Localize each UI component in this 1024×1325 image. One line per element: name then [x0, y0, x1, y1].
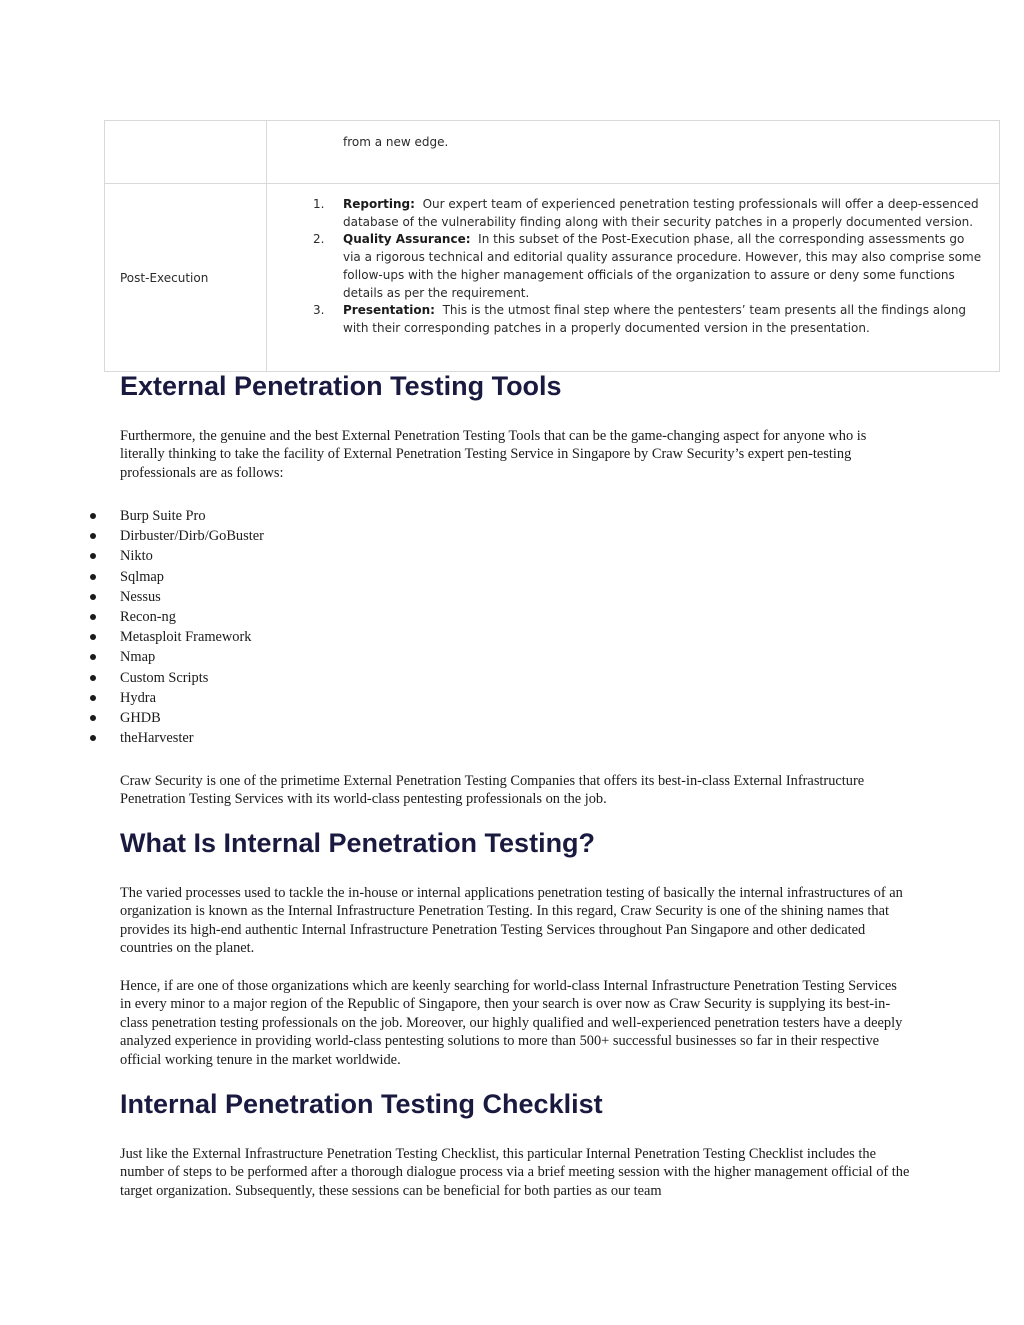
step-number: 3. [313, 303, 325, 318]
bullet-icon [90, 594, 96, 600]
step-text: In this subset of the Post-Execution phase, all the corresponding assessments go via a rigorous technical and editorial quality assurance procedure. However, this may also comprise some follow-ups with the higher management officials of the organization to assure or deny some functions details as per the requirement. [343, 232, 982, 300]
list-item [313, 231, 985, 302]
tool-name: Custom Scripts [120, 669, 209, 686]
bullet-icon [90, 533, 96, 539]
tool-name: Nmap [120, 649, 156, 666]
bullet-icon [90, 574, 96, 580]
list-item [0, 627, 264, 647]
step-text: Our expert team of experienced penetration testing professionals will offer a deep-essenced database of the vulnerability finding along with their security patches in a properly documented version. [343, 197, 979, 229]
step-number: 2. [313, 232, 325, 247]
description-cell [267, 184, 999, 371]
bullet-icon [90, 675, 96, 681]
post-execution-steps [313, 196, 985, 338]
phase-cell [105, 121, 267, 183]
bullet-icon [90, 513, 96, 519]
list-item [0, 728, 264, 748]
tool-name: Sqlmap [120, 568, 164, 585]
tool-name: Recon-ng [120, 609, 176, 626]
phase-table [104, 120, 1000, 372]
bullet-icon [90, 614, 96, 620]
list-item [0, 708, 264, 728]
external-tools-outro: Craw Security is one of the primetime External Penetration Testing Companies that offers its best-in-class External Infrastructure Penetration Testing Services with its world-class pentesting professionals on the job. [120, 773, 865, 808]
bullet-icon [90, 553, 96, 559]
list-item [0, 587, 264, 607]
step-title: Quality Assurance: [343, 232, 471, 247]
tool-name: Nikto [120, 548, 153, 565]
bullet-icon [90, 715, 96, 721]
internal-testing-para-2: Hence, if are one of those organizations which are keenly searching for world-class Internal Infrastructure Penetration Testing Services in every minor to a major region of the Republic of Singapore, then your search is over now as Craw Security is supplying its best-in-class penetration testing professionals on the job. Moreover, our highly qualified and well-experienced penetration testers have a deeply analyzed experience in providing world-class pentesting solutions to more than 500+ successful businesses so far in their respective official working tenure in the market worldwide. [120, 978, 903, 1068]
table-row [105, 121, 999, 184]
bullet-icon [90, 695, 96, 701]
list-item [0, 506, 264, 526]
tool-name: Hydra [120, 689, 156, 706]
tools-list [0, 506, 264, 748]
step-text: This is the utmost final step where the pentesters’ team presents all the findings along with their corresponding patches in a properly documented version in the presentation. [343, 303, 967, 335]
list-item [0, 607, 264, 627]
tool-name: Burp Suite Pro [120, 508, 206, 524]
tool-name: theHarvester [120, 730, 194, 747]
bullet-icon [90, 654, 96, 660]
list-item [0, 526, 264, 546]
list-item [313, 302, 985, 337]
section-heading-external-tools: External Penetration Testing Tools [120, 371, 562, 401]
internal-checklist-para-1: Just like the External Infrastructure Penetration Testing Checklist, this particular Internal Penetration Testing Checklist includes the number of steps to be performed after a thorough dialogue process via a brief meeting session with the higher management official of the target organization. Subsequently, these sessions can be beneficial for both parties as our team [120, 1146, 910, 1199]
tool-name: Dirbuster/Dirb/GoBuster [120, 528, 264, 545]
list-item [0, 668, 264, 688]
list-item [0, 647, 264, 667]
list-item [0, 546, 264, 566]
table-row [105, 184, 999, 371]
tool-name: Nessus [120, 588, 161, 605]
bullet-icon [90, 735, 96, 741]
step-title: Reporting: [343, 197, 415, 211]
section-heading-internal-checklist: Internal Penetration Testing Checklist [120, 1089, 603, 1119]
section-heading-internal-testing: What Is Internal Penetration Testing? [120, 828, 596, 858]
list-item [0, 688, 264, 708]
description-text: from a new edge. [343, 135, 449, 149]
phase-cell: Post-Execution [105, 184, 267, 371]
tool-name: Metasploit Framework [120, 629, 252, 646]
external-tools-intro: Furthermore, the genuine and the best External Penetration Testing Tools that can be the game-changing aspect for anyone who is literally thinking to take the facility of External Penetration Testing Service in Singapore by Craw Security’s expert pen-testing professionals are as follows: [120, 428, 867, 481]
step-title: Presentation: [343, 303, 435, 318]
bullet-icon [90, 634, 96, 640]
list-item [313, 196, 985, 231]
internal-testing-para-1: The varied processes used to tackle the in-house or internal applications penetration testing of basically the internal infrastructures of an organization is known as the Internal Infrastructure Penetration Testing. In this regard, Craw Security is one of the shining names that provides its high-end authentic Internal Infrastructure Penetration Testing Services throughout Pan Singapore and other dedicated countries on the planet. [120, 885, 903, 957]
list-item [0, 567, 264, 587]
description-cell [267, 121, 999, 183]
step-number: 1. [313, 197, 325, 211]
tool-name: GHDB [120, 710, 161, 727]
